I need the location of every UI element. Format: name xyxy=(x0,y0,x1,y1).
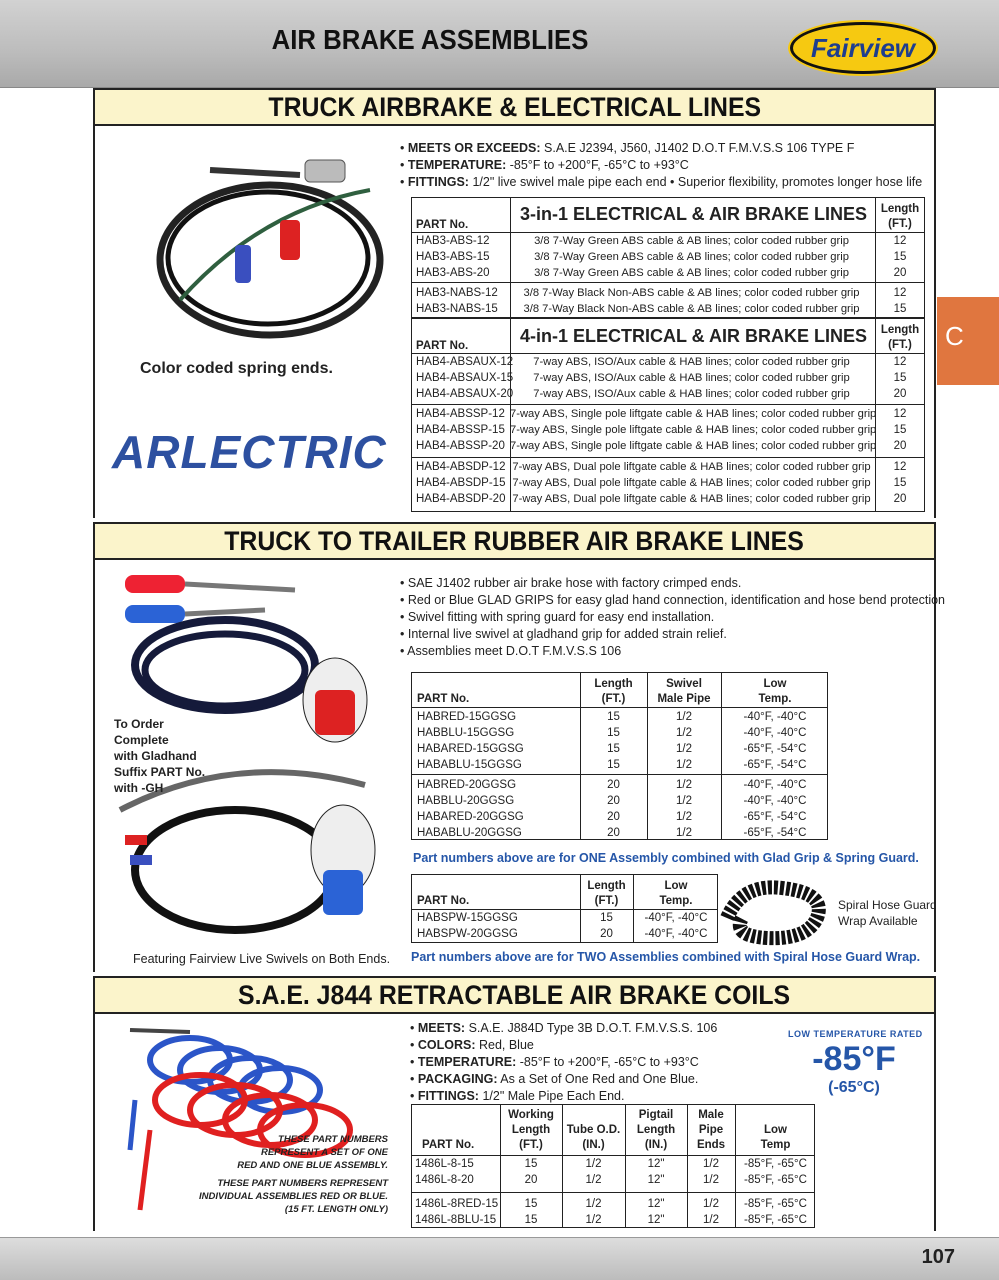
table-cell: 1486L-8-20 xyxy=(415,1174,474,1186)
page-title: AIR BRAKE ASSEMBLIES xyxy=(271,24,589,55)
table-cell: 1486L-8-15 xyxy=(415,1158,474,1170)
table-cell: -85°F, -65°C xyxy=(744,1214,807,1226)
table-cell: HAB4-ABSAUX-15 xyxy=(416,372,514,384)
col-length-unit: (FT.) xyxy=(888,218,912,230)
table-cell: HAB4-ABSSP-12 xyxy=(416,408,505,420)
bullet-item: • Internal live swivel at gladhand grip for added strain relief. xyxy=(400,627,727,641)
table-cell: 15 xyxy=(607,759,620,771)
table-cell: HAB3-NABS-15 xyxy=(416,303,498,315)
table-cell: HAB3-ABS-12 xyxy=(416,235,490,247)
table-cell: 20 xyxy=(893,267,907,279)
note-one-assembly: Part numbers above are for ONE Assembly combined with Glad Grip & Spring Guard. xyxy=(413,851,919,865)
low-temp-fahrenheit: -85°F xyxy=(812,1040,896,1078)
table-cell: 1/2 xyxy=(676,711,692,723)
spec-key: TEMPERATURE: xyxy=(417,1055,517,1069)
table-cell: 12 xyxy=(893,408,907,420)
table-cell: 15 xyxy=(893,424,907,436)
col-part-no: PART No. xyxy=(422,1139,475,1151)
section3-title: S.A.E. J844 RETRACTABLE AIR BRAKE COILS xyxy=(238,980,791,1010)
table-cell: -65°F, -54°C xyxy=(743,743,807,755)
table-cell: 12" xyxy=(647,1174,665,1186)
order-note-line: Complete xyxy=(114,733,169,747)
airbrake-electrical-lines-image xyxy=(140,150,390,350)
table-cell: HABSPW-20GGSG xyxy=(417,928,518,940)
table-cell: -65°F, -54°C xyxy=(743,759,807,771)
section1-header xyxy=(93,88,936,126)
table-cell: 15 xyxy=(893,372,907,384)
col-pigtail-sub: Length xyxy=(636,1124,676,1136)
spec-item: • MEETS OR EXCEEDS: S.A.E J2394, J560, J1402 D.O.T F.M.V.S.S 106 TYPE F xyxy=(400,141,855,155)
low-temp-rated-label: LOW TEMPERATURE RATED xyxy=(788,1029,923,1039)
footer-bar xyxy=(0,1237,999,1280)
table-cell: 1/2 xyxy=(703,1214,719,1226)
spec-key: FITTINGS: xyxy=(407,175,469,189)
order-note-line: with -GH xyxy=(114,781,164,795)
s1-spec-list xyxy=(400,140,922,191)
col-male-pipe: Pipe xyxy=(698,1124,724,1136)
col-pigtail: Pigtail xyxy=(638,1109,674,1121)
col-pigtail-unit: (IN.) xyxy=(644,1139,668,1151)
table-cell: -40°F, -40°C xyxy=(743,779,807,791)
table-cell: HABARED-15GGSG xyxy=(417,743,524,755)
order-note xyxy=(114,716,205,796)
fairview-logo: Fairview xyxy=(790,22,936,74)
spec-item: • FITTINGS: 1/2" Male Pipe Each End. xyxy=(410,1089,625,1103)
table-cell: 15 xyxy=(893,251,907,263)
note-two-assemblies: Part numbers above are for TWO Assemblies combined with Spiral Hose Guard Wrap. xyxy=(411,950,921,964)
table-cell: -40°F, -40°C xyxy=(743,711,807,723)
table-cell: 1/2 xyxy=(585,1158,602,1170)
table-cell: 1/2 xyxy=(585,1174,602,1186)
col-length-unit: (FT.) xyxy=(594,895,619,907)
col-length: Length xyxy=(594,678,633,690)
s2-bullet-list xyxy=(400,575,945,660)
col-male: Male xyxy=(698,1109,724,1121)
table-cell: 12" xyxy=(647,1198,665,1210)
spec-key: PACKAGING: xyxy=(417,1072,498,1086)
col-male-ends: Ends xyxy=(696,1139,726,1151)
col-part-no: PART No. xyxy=(416,340,469,352)
spec-item: • TEMPERATURE: -85°F to +200°F, -65°C to +93°C xyxy=(410,1055,699,1069)
table-cell: 1/2 xyxy=(676,779,692,791)
table-cell: 20 xyxy=(893,388,907,400)
table-cell: 1/2 xyxy=(676,827,692,839)
page-number: 107 xyxy=(921,1246,955,1268)
spiral-guard-image xyxy=(722,878,832,948)
table-cell: 7-way ABS, Single pole liftgate cable & HAB lines; color coded rubber grip xyxy=(510,440,877,452)
bullet-item: • Assemblies meet D.O.T F.M.V.S.S 106 xyxy=(400,644,622,658)
s3-spec-list xyxy=(410,1020,717,1105)
spec-key: COLORS: xyxy=(417,1038,476,1052)
table-cell: 1/2 xyxy=(585,1214,602,1226)
spec-value: 1/2" live swivel male pipe each end • Superior flexibility, promotes longer hose life xyxy=(468,175,923,189)
arlectric-logo: ARLECTRIC xyxy=(112,426,387,478)
table-cell: 15 xyxy=(524,1214,538,1226)
table-cell: HABBLU-20GGSG xyxy=(417,795,515,807)
spec-value: S.A.E. J884D Type 3B D.O.T. F.M.V.S.S. 106 xyxy=(465,1021,718,1035)
col-working-length: Working xyxy=(508,1109,554,1121)
bullet-item: • Swivel fitting with spring guard for easy end installation. xyxy=(400,610,715,624)
table-cell: 1486L-8RED-15 xyxy=(415,1198,499,1210)
spec-value: -85°F to +200°F, -65°C to +93°C xyxy=(516,1055,699,1069)
table-cell: HABSPW-15GGSG xyxy=(417,912,518,924)
table-cell: HAB4-ABSDP-20 xyxy=(416,493,506,505)
low-temp-celsius: (-65°C) xyxy=(828,1079,880,1096)
bullet-text: Red or Blue GLAD GRIPS for easy glad hand connection, identification and hose bend protection xyxy=(407,593,945,607)
col-length: Length xyxy=(587,880,626,892)
table-cell: 7-way ABS, Dual pole liftgate cable & HAB lines; color coded rubber grip xyxy=(512,477,871,489)
table-cell: 7-way ABS, ISO/Aux cable & HAB lines; color coded rubber grip xyxy=(533,372,850,384)
note-set xyxy=(170,1133,388,1172)
table-cell: 20 xyxy=(893,440,907,452)
table-cell: HAB3-ABS-20 xyxy=(416,267,490,279)
spec-item: • TEMPERATURE: -85°F to +200°F, -65°C to +93°C xyxy=(400,158,689,172)
col-length: Length xyxy=(880,324,920,336)
table-cell: 3/8 7-Way Green ABS cable & AB lines; color coded rubber grip xyxy=(534,235,849,247)
table-cell: -85°F, -65°C xyxy=(744,1198,807,1210)
table-cell: 1/2 xyxy=(676,759,692,771)
table-cell: -85°F, -65°C xyxy=(744,1158,807,1170)
table-cell: -65°F, -54°C xyxy=(743,827,807,839)
table-cell: 20 xyxy=(893,493,907,505)
table-cell: 7-way ABS, Dual pole liftgate cable & HAB lines; color coded rubber grip xyxy=(512,493,871,505)
table-cell: 20 xyxy=(607,827,620,839)
spec-value: 1/2" Male Pipe Each End. xyxy=(478,1089,625,1103)
bullet-text: Internal live swivel at gladhand grip for added strain relief. xyxy=(407,627,727,641)
note-line: (15 FT. LENGTH ONLY) xyxy=(284,1204,388,1215)
bullet-text: Swivel fitting with spring guard for easy end installation. xyxy=(407,610,715,624)
table-cell: 12 xyxy=(893,356,907,368)
table-cell: 15 xyxy=(607,711,620,723)
table-cell: HAB4-ABSSP-20 xyxy=(416,440,505,452)
section2-title: TRUCK TO TRAILER RUBBER AIR BRAKE LINES xyxy=(224,526,805,556)
table-title: 3-in-1 ELECTRICAL & AIR BRAKE LINES xyxy=(519,204,868,224)
table-cell: 12 xyxy=(893,461,907,473)
col-part-no: PART No. xyxy=(417,693,470,705)
bullet-item: • SAE J1402 rubber air brake hose with factory crimped ends. xyxy=(400,576,742,590)
table-cell: -40°F, -40°C xyxy=(743,795,807,807)
section3-header xyxy=(93,976,936,1014)
table-cell: 15 xyxy=(893,303,907,315)
spec-key: MEETS OR EXCEEDS: xyxy=(407,141,541,155)
table-cell: 15 xyxy=(893,477,907,489)
note-line: REPRESENT A SET OF ONE xyxy=(260,1147,388,1158)
table-cell: 20 xyxy=(600,928,613,940)
spec-key: TEMPERATURE: xyxy=(407,158,507,172)
image-caption: Color coded spring ends. xyxy=(140,360,333,377)
table-cell: 1/2 xyxy=(703,1174,719,1186)
spec-value: S.A.E J2394, J560, J1402 D.O.T F.M.V.S.S 106 TYPE F xyxy=(540,141,855,155)
table-cell: HABABLU-20GGSG xyxy=(417,827,522,839)
table-cell: 3/8 7-Way Green ABS cable & AB lines; color coded rubber grip xyxy=(534,251,849,263)
col-working-length-unit: (FT.) xyxy=(519,1139,543,1151)
table-cell: 1/2 xyxy=(676,795,692,807)
note-individual xyxy=(170,1177,388,1216)
table-cell: HAB3-ABS-15 xyxy=(416,251,490,263)
order-note-line: Suffix PART No. xyxy=(114,765,206,779)
table-cell: HAB4-ABSDP-12 xyxy=(416,461,506,473)
col-low-temp: Low xyxy=(763,678,787,690)
spec-key: MEETS: xyxy=(417,1021,466,1035)
table-cell: -40°F, -40°C xyxy=(644,928,708,940)
spec-item: • PACKAGING: As a Set of One Red and One Blue. xyxy=(410,1072,699,1086)
spec-value: As a Set of One Red and One Blue. xyxy=(497,1072,699,1086)
col-tube-od-unit: (IN.) xyxy=(582,1139,605,1151)
table-title: 4-in-1 ELECTRICAL & AIR BRAKE LINES xyxy=(519,326,868,346)
table-cell: 15 xyxy=(524,1158,538,1170)
table-cell: 12 xyxy=(893,287,907,299)
col-tube-od: Tube O.D. xyxy=(566,1124,621,1136)
order-note-line: To Order xyxy=(114,717,164,731)
col-low-temp-sub: Temp. xyxy=(758,693,792,705)
table-cell: 7-way ABS, Dual pole liftgate cable & HAB lines; color coded rubber grip xyxy=(512,461,871,473)
table-cell: 12" xyxy=(647,1158,665,1170)
section-tab[interactable]: C xyxy=(937,297,999,385)
table-cell: 3/8 7-Way Black Non-ABS cable & AB lines; color coded rubber grip xyxy=(523,303,860,315)
col-length: Length xyxy=(880,203,920,215)
bullet-text: Assemblies meet D.O.T F.M.V.S.S 106 xyxy=(407,644,622,658)
table-cell: 7-way ABS, ISO/Aux cable & HAB lines; color coded rubber grip xyxy=(533,388,850,400)
table-cell: HABRED-20GGSG xyxy=(417,779,517,791)
order-note-line: with Gladhand xyxy=(114,749,197,763)
col-swivel: Swivel xyxy=(666,678,702,690)
table-cell: 1/2 xyxy=(585,1198,602,1210)
table-cell: 1/2 xyxy=(676,727,692,739)
col-low-temp-sub: Temp xyxy=(760,1139,791,1151)
table-cell: HABARED-20GGSG xyxy=(417,811,524,823)
bullet-item: • Red or Blue GLAD GRIPS for easy glad hand connection, identification and hose bend protection xyxy=(400,593,945,607)
col-low-temp: Low xyxy=(764,1124,787,1136)
note-line: THESE PART NUMBERS xyxy=(278,1134,388,1145)
note-line: THESE PART NUMBERS REPRESENT xyxy=(217,1178,388,1189)
table-cell: 20 xyxy=(607,795,620,807)
col-swivel-sub: Male Pipe xyxy=(657,693,711,705)
spec-value: Red, Blue xyxy=(475,1038,534,1052)
col-working-length-sub: Length xyxy=(511,1124,551,1136)
table-cell: HAB4-ABSDP-15 xyxy=(416,477,506,489)
col-part-no: PART No. xyxy=(416,219,469,231)
table-cell: 7-way ABS, Single pole liftgate cable & HAB lines; color coded rubber grip xyxy=(510,408,877,420)
table-cell: HABBLU-15GGSG xyxy=(417,727,515,739)
table-cell: HAB3-NABS-12 xyxy=(416,287,498,299)
spec-item: • FITTINGS: 1/2" live swivel male pipe each end • Superior flexibility, promotes longer hose life xyxy=(400,175,923,189)
section2-header xyxy=(93,522,936,560)
note-line: INDIVIDUAL ASSEMBLIES RED OR BLUE. xyxy=(199,1191,388,1202)
table-cell: 7-way ABS, Single pole liftgate cable & HAB lines; color coded rubber grip xyxy=(510,424,877,436)
table-cell: 15 xyxy=(607,743,620,755)
table-cell: -65°F, -54°C xyxy=(743,811,807,823)
spec-value: -85°F to +200°F, -65°C to +93°C xyxy=(506,158,689,172)
col-length-unit: (FT.) xyxy=(888,339,912,351)
table-cell: 1/2 xyxy=(703,1158,719,1170)
table-cell: HAB4-ABSAUX-20 xyxy=(416,388,514,400)
table-cell: 12" xyxy=(647,1214,665,1226)
table-cell: 15 xyxy=(524,1198,538,1210)
table-cell: 3/8 7-Way Green ABS cable & AB lines; color coded rubber grip xyxy=(534,267,849,279)
table-cell: HAB4-ABSAUX-12 xyxy=(416,356,514,368)
spiral-note xyxy=(838,897,937,929)
table-cell: 1/2 xyxy=(676,811,692,823)
bullet-text: SAE J1402 rubber air brake hose with factory crimped ends. xyxy=(407,576,742,590)
table-cell: 1/2 xyxy=(676,743,692,755)
table-cell: 20 xyxy=(607,811,620,823)
table-cell: 20 xyxy=(524,1174,538,1186)
table-cell: HAB4-ABSSP-15 xyxy=(416,424,505,436)
table-cell: 3/8 7-Way Black Non-ABS cable & AB lines; color coded rubber grip xyxy=(523,287,860,299)
col-low-temp: Low xyxy=(664,880,688,892)
spiral-note-line: Spiral Hose Guard xyxy=(838,898,937,912)
table-cell: 1/2 xyxy=(703,1198,719,1210)
spec-item: • COLORS: Red, Blue xyxy=(410,1038,534,1052)
table-cell: 1486L-8BLU-15 xyxy=(415,1214,497,1226)
table-cell: -85°F, -65°C xyxy=(744,1174,807,1186)
table-cell: -40°F, -40°C xyxy=(743,727,807,739)
col-low-temp-sub: Temp. xyxy=(659,895,693,907)
table-cell: 12 xyxy=(893,235,907,247)
col-length-unit: (FT.) xyxy=(601,693,626,705)
table-cell: HABABLU-15GGSG xyxy=(417,759,522,771)
note-line: RED AND ONE BLUE ASSEMBLY. xyxy=(237,1160,388,1171)
table-cell: 20 xyxy=(607,779,620,791)
section1-title: TRUCK AIRBRAKE & ELECTRICAL LINES xyxy=(268,92,761,122)
table-cell: -40°F, -40°C xyxy=(644,912,708,924)
col-part-no: PART No. xyxy=(417,895,470,907)
table-cell: 7-way ABS, ISO/Aux cable & HAB lines; color coded rubber grip xyxy=(533,356,850,368)
table-cell: HABRED-15GGSG xyxy=(417,711,517,723)
spec-key: FITTINGS: xyxy=(417,1089,479,1103)
image-caption: Featuring Fairview Live Swivels on Both Ends. xyxy=(133,952,391,966)
table-cell: 15 xyxy=(607,727,620,739)
table-cell: 15 xyxy=(600,912,613,924)
spiral-note-line: Wrap Available xyxy=(838,914,918,928)
spec-item: • MEETS: S.A.E. J884D Type 3B D.O.T. F.M.V.S.S. 106 xyxy=(410,1021,718,1035)
